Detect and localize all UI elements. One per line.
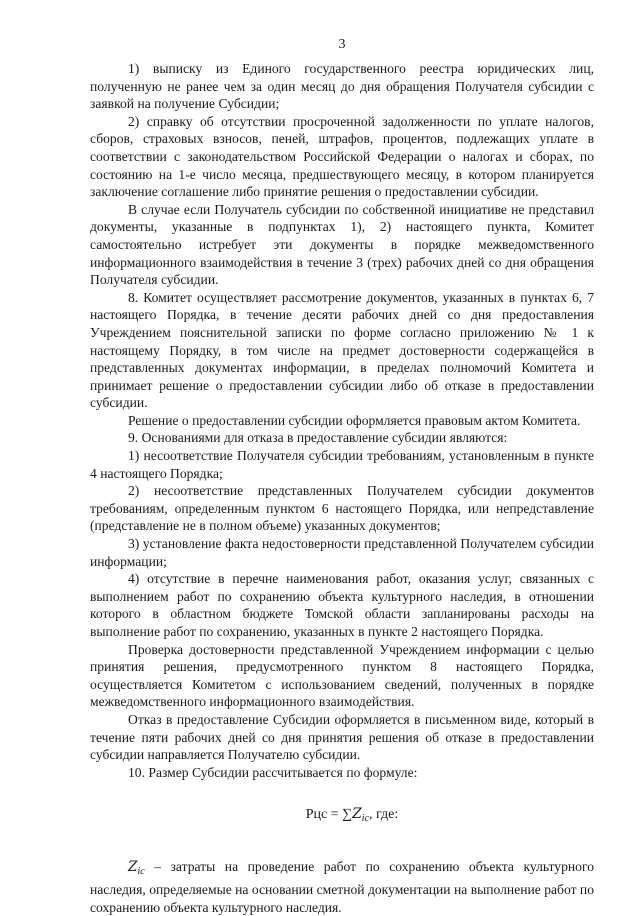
paragraph-item-1-extract: 1) выписку из Единого государственного реестра юридических лиц, полученную не ранее чем за один месяц до дня обращения Получателя субсидии с заявкой на получение Субсидии; bbox=[90, 61, 594, 112]
definition-symbol bbox=[128, 859, 145, 878]
subsidy-formula bbox=[90, 805, 594, 828]
paragraph-section-9: 9. Основаниями для отказа в предоставление субсидии являются: bbox=[128, 430, 508, 446]
paragraph-decision-act: Решение о предоставлении субсидии оформляется правовым актом Комитета. bbox=[128, 412, 581, 428]
paragraph-section-8: 8. Комитет осуществляет рассмотрение документов, указанных в пунктах 6, 7 настоящего Порядка, в течение десяти рабочих дней со дня предоставления Учреждением пояснительной записки по форме согласно приложению № 1 к настоящему Порядку, в том числе на предмет достоверности содержащейся в представленных документах информации, в пределах полномочий Комитета и принимает решение о предоставлении субсидии либо об отказе в предоставлении субсидии. bbox=[90, 289, 594, 411]
paragraph-refusal-4: 4) отсутствие в перечне наименования работ, оказания услуг, связанных с выполнением работ по сохранению объекта культурного наследия, в отношении которого в областном бюджете Томской области запланированы расходы на выполнение работ по сохранению, указанных в пункте 2 настоящего Порядка. bbox=[90, 571, 594, 639]
formula-z-symbol: Z bbox=[352, 806, 362, 823]
page-number: 3 bbox=[338, 37, 346, 52]
paragraph-refusal-1: 1) несоответствие Получателя субсидии требованиям, установленным в пункте 4 настоящего Порядка; bbox=[90, 448, 594, 481]
paragraph-verification: Проверка достоверности представленной Учреждением информации с целью принятия решения, предусмотренного пунктом 8 настоящего Порядка, осуществляется Комитетом с использованием сведений, полученных в порядке межведомственного информационного взаимодействия. bbox=[90, 641, 594, 710]
paragraph-refusal-2: 2) несоответствие представленных Получателем субсидии документов требованиям, определенным пунктом 6 настоящего Порядка, или непредставление (представление не в полном объеме) указанных документов; bbox=[90, 483, 594, 534]
formula-lhs: Рцс = bbox=[305, 807, 343, 823]
paragraph-interagency-request: В случае если Получатель субсидии по собственной инициативе не представил документы, указанные в подпунктах 1), 2) настоящего пункта, Комитет самостоятельно истребует эти документы в порядке межведомственного информационного взаимодействия в течение 3 (трех) рабочих дней со дня обращения Получателя субсидии. bbox=[90, 201, 594, 288]
definition-z-symbol: Z bbox=[128, 859, 138, 876]
definition-text: – затраты на проведение работ по сохранению объекта культурного наследия, определяемые на основании сметной документации на выполнение работ по сохранению объекта культурного наследия. bbox=[90, 859, 594, 915]
paragraph-section-10: 10. Размер Субсидии рассчитывается по формуле: bbox=[128, 764, 418, 780]
formula-subscript: ic bbox=[361, 813, 370, 825]
formula-definition bbox=[90, 858, 594, 916]
paragraph-refusal-notice: Отказ в предоставление Субсидии оформляется в письменном виде, который в течение пяти рабочих дней со дня принятия решения об отказе в предоставлении субсидии направляется Получателю субсидии. bbox=[90, 711, 594, 763]
formula-sum-symbol: ∑ bbox=[342, 807, 353, 823]
paragraph-item-2-certificate: 2) справку об отсутствии просроченной задолженности по уплате налогов, сборов, страховых взносов, пеней, штрафов, процентов, подлежащих уплате в соответствии с законодательством Российской Федерации о налогах и сборах, по состоянию на 1-е число месяца, предшествующего месяцу, в котором планируется заключение соглашение либо принятие решения о предоставлении субсидии. bbox=[90, 113, 594, 200]
paragraph-refusal-3: 3) установление факта недостоверности представленной Получателем субсидии информации; bbox=[90, 536, 594, 569]
formula-tail: , где: bbox=[369, 807, 399, 823]
definition-subscript: ic bbox=[137, 866, 145, 878]
document-page bbox=[90, 0, 594, 916]
document-body bbox=[90, 60, 594, 781]
